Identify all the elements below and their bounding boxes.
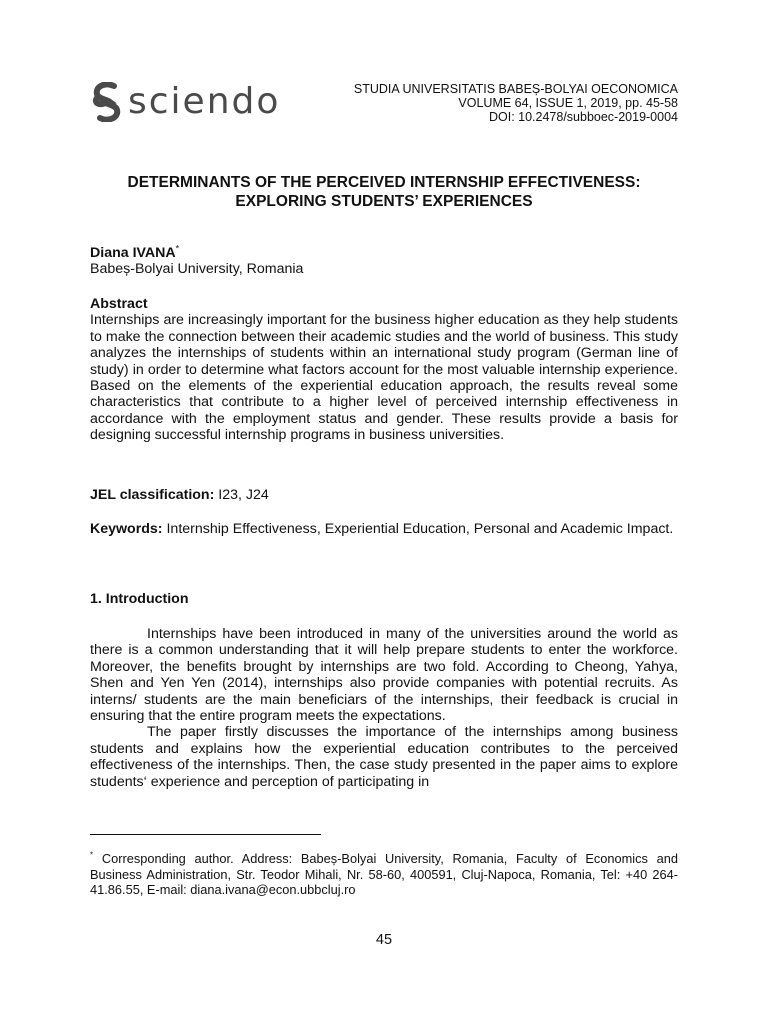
abstract-section bbox=[90, 296, 678, 444]
publisher-logo bbox=[92, 82, 280, 122]
journal-name: STUDIA UNIVERSITATIS BABEȘ-BOLYAI OECONOMICA bbox=[353, 82, 678, 96]
paper-title bbox=[60, 173, 708, 211]
title-line-1: DETERMINANTS OF THE PERCEIVED INTERNSHIP EFFECTIVENESS: bbox=[127, 174, 641, 191]
footnote-divider bbox=[90, 834, 321, 835]
jel-value: I23, J24 bbox=[218, 487, 269, 503]
author-footnote-mark: * bbox=[175, 243, 180, 254]
page-number: 45 bbox=[375, 932, 393, 948]
keywords-label: Keywords: bbox=[90, 521, 163, 537]
title-line-2: EXPLORING STUDENTS’ EXPERIENCES bbox=[235, 193, 533, 210]
jel-label: JEL classification: bbox=[90, 487, 215, 503]
author-affiliation: Babeș-Bolyai University, Romania bbox=[90, 261, 304, 278]
journal-volume: VOLUME 64, ISSUE 1, 2019, pp. 45-58 bbox=[458, 96, 678, 110]
logo-wordmark: sciendo bbox=[128, 81, 281, 122]
jel-classification bbox=[90, 487, 678, 503]
author-name: Diana IVANA bbox=[90, 245, 176, 261]
intro-paragraph-2: The paper firstly discusses the importance of the internships among business students and explains how the experiential education contributes to the perceived effectiveness of the internships. Then, the case study presented in the paper aims to explore students‘ experience and perception of participating in bbox=[90, 724, 678, 790]
footnote-text: Corresponding author. Address: Babeș-Bolyai University, Romania, Faculty of Economics and Business Administration, Str. Teodor Mihali, Nr. 58-60, 400591, Cluj-Napoca, Romania, Tel: +40 264-41.86.55, E-mail: diana.ivana@econ.ubbcluj.ro bbox=[90, 851, 679, 897]
keywords-value: Internship Effectiveness, Experiential Education, Personal and Academic Impact. bbox=[166, 521, 674, 537]
intro-paragraph-1: Internships have been introduced in many of the universities around the world as there is a common understanding that it will help prepare students to enter the workforce. Moreover, the benefits brought by internships are two fold. According to Cheong, Yahya, Shen and Yen Yen (2014), internships also provide companies with potential recruits. As interns/ students are the main beneficiars of the internships, their feedback is crucial in ensuring that the entire program meets the expectations. bbox=[90, 626, 678, 725]
author-block bbox=[90, 245, 678, 278]
keywords-section bbox=[90, 521, 678, 537]
abstract-text: Internships are increasingly important for the business higher education as they help students to make the connection between their academic studies and the world of business. This study analyzes the internships of students within an international study program (German line of study) in order to determine what factors account for the most valuable internship experience. Based on the elements of the experiential education approach, the results reveal some characteristics that contribute to a higher level of perceived internship effectiveness in accordance with the employment status and gender. These results provide a basis for designing successful internship programs in business universities. bbox=[90, 312, 678, 444]
abstract-heading: Abstract bbox=[90, 296, 148, 312]
footnote bbox=[90, 851, 678, 898]
footnote-mark: * bbox=[90, 850, 94, 860]
introduction-heading: 1. Introduction bbox=[90, 591, 189, 607]
introduction-body bbox=[90, 626, 678, 790]
journal-doi: DOI: 10.2478/subboec-2019-0004 bbox=[488, 110, 678, 124]
sciendo-s-icon bbox=[92, 82, 122, 122]
journal-info bbox=[354, 82, 678, 124]
